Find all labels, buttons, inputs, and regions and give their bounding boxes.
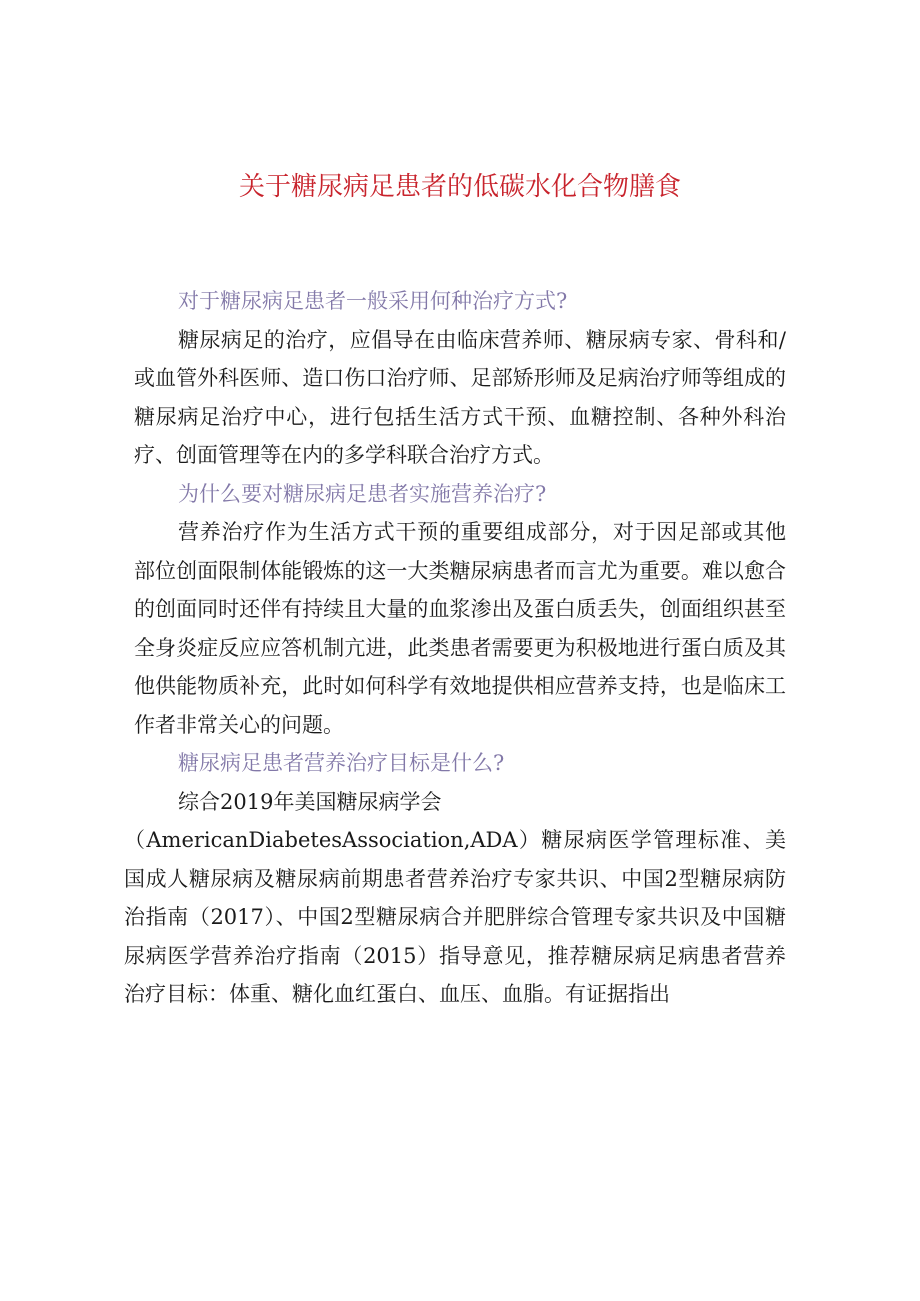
question-heading: 糖尿病足患者营养治疗目标是什么? — [178, 751, 505, 775]
document-body — [124, 282, 786, 1014]
answer-paragraph-intro: 综合2019年美国糖尿病学会 — [178, 789, 442, 814]
answer-paragraph: （AmericanDiabetesAssociation,ADA）糖尿病医学管理标准、美国成人糖尿病及糖尿病前期患者营养治疗专家共识、中国2型糖尿病防治指南（2017）、中国2型糖尿病合并肥胖综合管理专家共识及中国糖尿病医学营养治疗指南（2015）指导意见，推荐糖尿病足病患者营养治疗目标：体重、糖化血红蛋白、血压、血脂。有证据指出 — [124, 828, 786, 1006]
answer-paragraph: 营养治疗作为生活方式干预的重要组成部分，对于因足部或其他部位创面限制体能锻炼的这一大类糖尿病患者而言尤为重要。难以愈合的创面同时还伴有持续且大量的血浆渗出及蛋白质丢失，创面组织甚至全身炎症反应应答机制亢进，此类患者需要更为积极地进行蛋白质及其他供能物质补充，此时如何科学有效地提供相应营养支持，也是临床工作者非常关心的问题。 — [134, 520, 786, 737]
answer-paragraph: 糖尿病足的治疗，应倡导在由临床营养师、糖尿病专家、骨科和/或血管外科医师、造口伤口治疗师、足部矫形师及足病治疗师等组成的糖尿病足治疗中心，进行包括生活方式干预、血糖控制、各种外科治疗、创面管理等在内的多学科联合治疗方式。 — [134, 327, 786, 467]
document-title: 关于糖尿病足患者的低碳水化合物膳食 — [238, 172, 681, 202]
question-heading: 对于糖尿病足患者一般采用何种治疗方式? — [178, 289, 568, 313]
question-heading: 为什么要对糖尿病足患者实施营养治疗? — [178, 481, 547, 506]
